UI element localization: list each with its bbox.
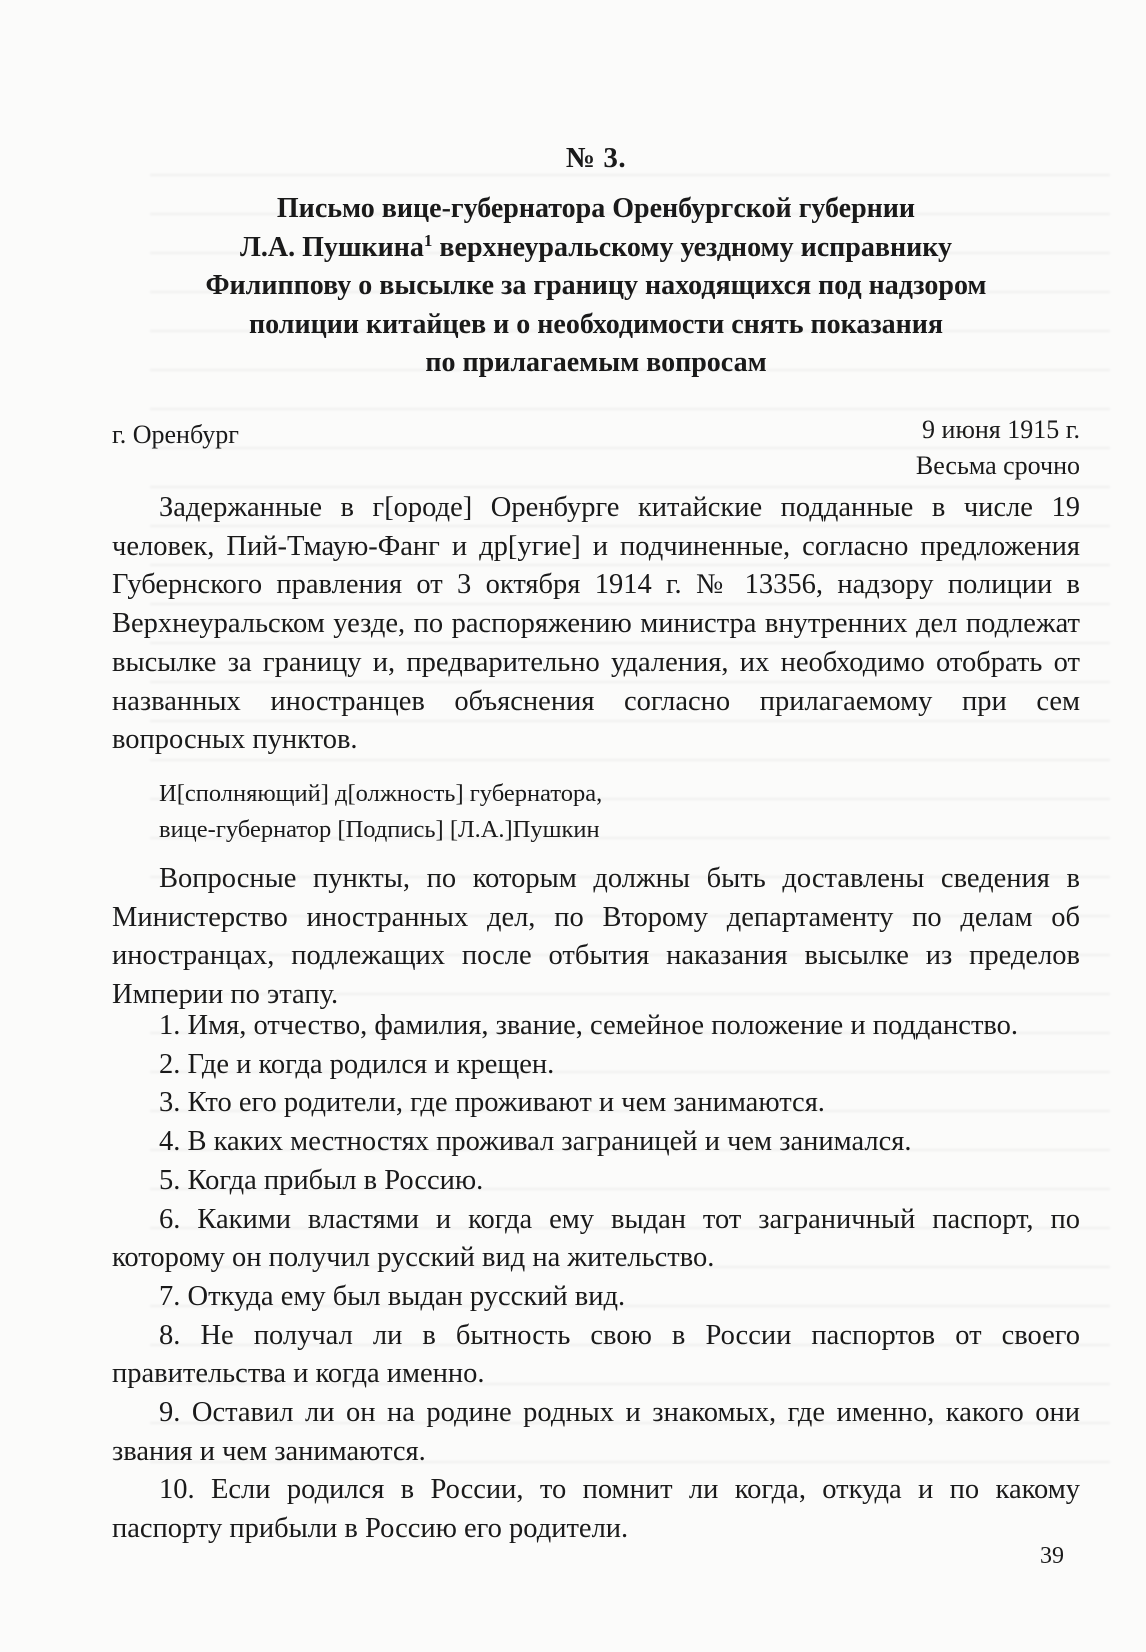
title-line-3: Филиппову о высылке за границу находящихся под надзором [205, 270, 987, 301]
page-number: 39 [1040, 1543, 1064, 1569]
title-line-5: по прилагаемым вопросам [425, 347, 767, 378]
document-title [112, 190, 1080, 383]
question-item: 10. Если родился в России, то помнит ли когда, откуда и по какому паспорту прибыли в Россию его родители. [112, 1474, 1080, 1545]
question-item: 2. Где и когда родился и крещен. [159, 1048, 555, 1080]
footnote-marker: 1 [423, 230, 433, 250]
urgency-mark: Весьма срочно [915, 451, 1080, 480]
paragraph: Вопросные пункты, по которым должны быть доставлены сведения в Министерство иностранных дел, по Второму департаменту по делам об иностранцах, подлежащих после отбытия наказания высылке из пределов Империи по этапу. [112, 863, 1080, 1011]
question-item: 9. Оставил ли он на родине родных и знакомых, где именно, какого они звания и чем занимаются. [112, 1397, 1080, 1467]
question-item: 1. Имя, отчество, фамилия, звание, семейное положение и подданство. [159, 1010, 1019, 1041]
title-line-4: полиции китайцев и о необходимости снять показания [248, 308, 944, 340]
title-addressee: верхнеуральскому уездному исправнику [432, 231, 952, 263]
question-item: 7. Откуда ему был выдан русский вид. [159, 1280, 626, 1312]
question-item: 4. В каких местностях проживал заграницей и чем занимался. [159, 1126, 912, 1158]
document-date-block [916, 412, 1080, 484]
question-item: 5. Когда прибыл в Россию. [159, 1164, 484, 1196]
question-item: 8. Не получал ли в бытность свою в России паспортов от своего правительства и когда именно. [112, 1319, 1080, 1390]
paragraph: Задержанные в г[ороде] Оренбурге китайские подданные в числе 19 человек, Пий-Тмаую-Фанг и др[угие] и подчиненные, согласно предложения Губернского правления от 3 октября 1914 г. № 13356, надзору полиции в Верхнеуральском уезде, по распоряжению министра внутренних дел подлежат высылке за границу и, предварительно удаления, их необходимо отобрать от названных иностранцев объяснения согласно прилагаемому при сем вопросных пунктов. [112, 492, 1080, 756]
title-line-2 [112, 229, 1080, 268]
question-item: 6. Какими властями и когда ему выдан тот заграничный паспорт, по которому он получил русский вид на жительство. [112, 1203, 1080, 1274]
questions-intro [112, 860, 1080, 1015]
signature-line: И[сполняющий] д[олжность] губернатора, [159, 780, 603, 807]
questions-list [112, 1007, 1080, 1549]
letter-body [112, 489, 1080, 760]
title-line-1: Письмо вице-губернатора Оренбургской губернии [276, 193, 916, 224]
title-author: Л.А. Пушкина [240, 231, 424, 263]
document-place: г. Оренбург [112, 420, 239, 449]
document-number: № 3. [565, 142, 627, 174]
document-date: 9 июня 1915 г. [922, 415, 1080, 444]
signature-block [159, 776, 602, 848]
question-item: 3. Кто его родители, где проживают и чем занимаются. [159, 1087, 825, 1119]
signature-line: вице-губернатор [Подпись] [Л.А.]Пушкин [159, 816, 600, 843]
